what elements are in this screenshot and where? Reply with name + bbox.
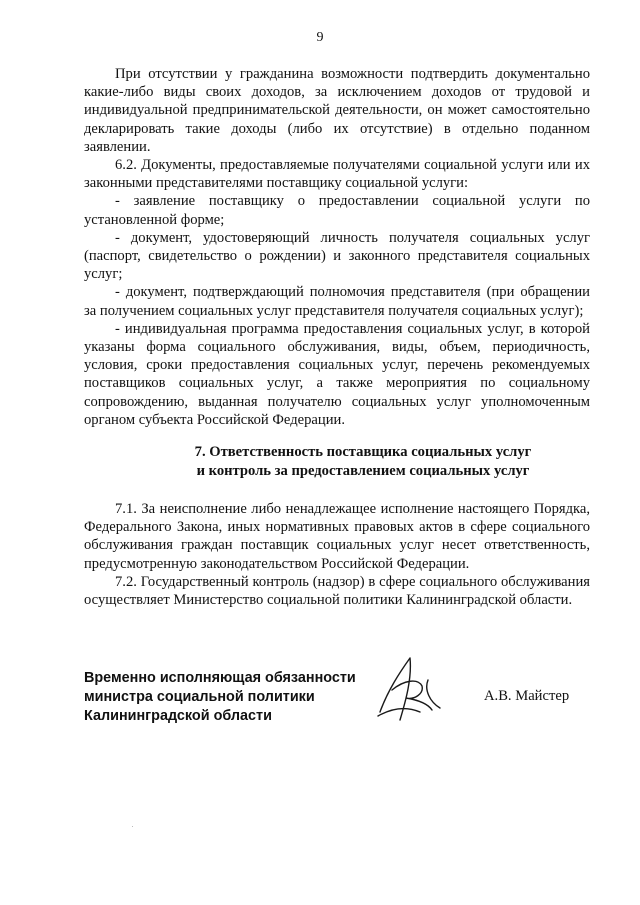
signature-icon [370, 650, 450, 730]
position-line-2: министра социальной политики [84, 689, 315, 705]
list-item: - заявление поставщику о предоставлении социальной услуги по установленной форме; [84, 193, 590, 228]
heading-line-2: и контроль за предоставлением социальных услуг [196, 462, 530, 479]
position-line-1: Временно исполняющая обязанности [84, 670, 356, 686]
position-line-3: Калининградской области [84, 708, 272, 724]
paragraph: 7.1. За неисполнение либо ненадлежащее исполнение настоящего Порядка, Федерального Закона, иных нормативных правовых актов в сфере социального обслуживания граждан поставщик социальных услуг несет ответственность, предусмотренную законодательством Российской Федерации. [84, 501, 590, 572]
signatory-name: А.В. Майстер [484, 688, 570, 704]
list-item: - индивидуальная программа предоставления социальных услуг, в которой указаны форма социального обслуживания, виды, объем, периодичность, условия, сроки предоставления социальных услуг, перечень рекомендуемых поставщиков социальных услуг, а также мероприятия по социальному сопровождению, выданная получателю социальных услуг уполномоченным органом субъекта Российской Федерации. [84, 320, 590, 428]
body-top [84, 65, 590, 429]
list-item: - документ, удостоверяющий личность получателя социальных услуг (паспорт, свидетельство о рождении) и законного представителя социальных услуг; [84, 229, 590, 283]
paragraph: При отсутствии у гражданина возможности подтвердить документально какие-либо виды своих доходов, за исключением доходов от трудовой и индивидуальной предпринимательской деятельности, он может самостоятельно декларировать такие доходы (либо их отсутствие) в отдельно поданном заявлении. [84, 66, 590, 155]
list-item: - документ, подтверждающий полномочия представителя (при обращении за получением социальных услуг представителя получателя социальных услуг); [84, 284, 590, 319]
signature-position [84, 669, 356, 726]
section-heading [84, 443, 590, 480]
page-number: 9 [316, 30, 324, 45]
paragraph: 7.2. Государственный контроль (надзор) в сфере социального обслуживания осуществляет Министерство социальной политики Калининградской области. [84, 573, 590, 609]
body-bottom [84, 500, 590, 609]
heading-line-1: 7. Ответственность поставщика социальных услуг [194, 444, 532, 460]
scan-speck [132, 826, 133, 827]
paragraph: 6.2. Документы, предоставляемые получателями социальной услуги или их законными представителями поставщику социальной услуги: [84, 157, 590, 192]
